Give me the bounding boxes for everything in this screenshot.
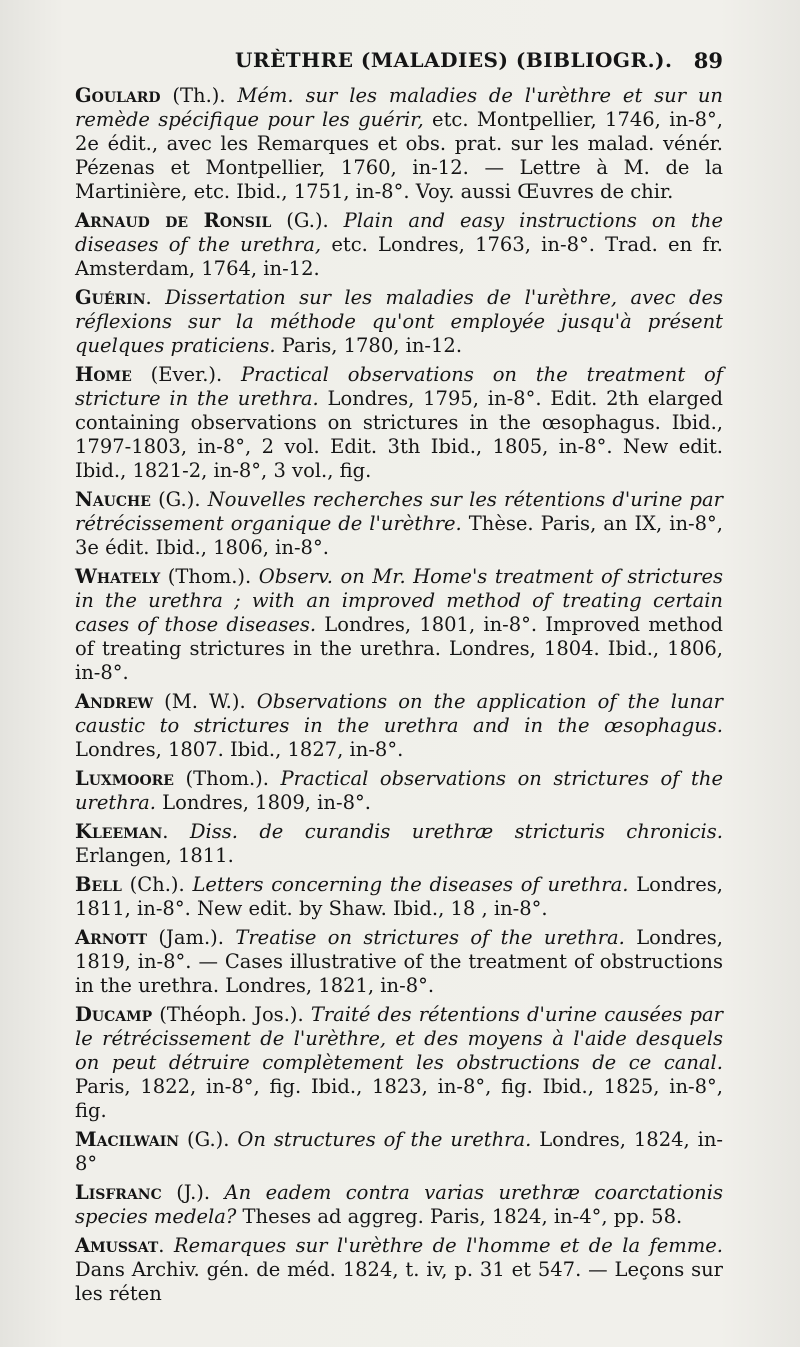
bibliography-list — [75, 84, 723, 1311]
bibliography-entry — [75, 286, 723, 358]
entry-details: Londres, 1824, in-8° — [75, 1128, 723, 1175]
bibliography-entry — [75, 1128, 723, 1176]
entry-initials: (G.). — [179, 1128, 230, 1151]
entry-author: Lisfranc — [75, 1181, 162, 1204]
entry-author: Bell — [75, 873, 122, 896]
entry-initials: (J.). — [161, 1181, 211, 1204]
entry-author: Luxmoore — [75, 767, 174, 790]
entry-details: Londres, 1809, in-8°. — [155, 791, 371, 814]
bibliography-entry — [75, 1181, 723, 1229]
page-number: 89 — [693, 48, 723, 73]
bibliography-entry — [75, 1003, 723, 1123]
entry-title: Plain and easy instructions on the diseases of the urethra, — [75, 209, 723, 256]
entry-author: Arnaud de Ronsil — [75, 209, 272, 232]
entry-initials: (Ever.). — [131, 363, 223, 386]
entry-author: Ducamp — [75, 1003, 153, 1026]
page-header — [75, 48, 723, 78]
entry-initials: (G.). — [150, 488, 201, 511]
entry-title: On structures of the urethra. — [229, 1128, 532, 1151]
entry-author: Goulard — [75, 84, 161, 107]
entry-title: Mém. sur les maladies de l'urèthre et sur un remède spécifique pour les guérir, — [75, 84, 723, 131]
entry-initials: (Jam.). — [147, 926, 224, 949]
entry-initials: (M. W.). — [153, 690, 246, 713]
bibliography-entry — [75, 488, 723, 560]
entry-author: Amussat — [75, 1234, 159, 1257]
entry-title: Observations on the application of the lunar caustic to strictures in the urethra and in the œsophagus. — [75, 690, 723, 737]
bibliography-entry — [75, 565, 723, 685]
entry-details: etc. Montpellier, 1746, in-8°, 2e édit., avec les Remarques et obs. prat. sur les malad. vénér. Pézenas et Montpellier, 1760, in-12. — Lettre à M. de la Martinière, etc. Ibid., 1751, in-8°. Voy. aussi Œuvres de chir. — [75, 108, 723, 203]
entry-title: Traité des rétentions d'urine causées par le rétrécissement de l'urèthre, et des moyens à l'aide desquels on peut détruire complètement les obstructions de ce canal. — [75, 1003, 723, 1074]
entry-title: Practical observations on strictures of the urethra. — [75, 767, 723, 814]
entry-author: Nauche — [75, 488, 151, 511]
entry-details: Paris, 1822, in-8°, fig. Ibid., 1823, in-8°, fig. Ibid., 1825, in-8°, fig. — [75, 1075, 723, 1122]
entry-details: etc. Londres, 1763, in-8°. Trad. en fr. Amsterdam, 1764, in-12. — [75, 233, 723, 280]
entry-author: Kleeman — [75, 820, 163, 843]
entry-title: Letters concerning the diseases of urethra. — [184, 873, 629, 896]
entry-details: Paris, 1780, in-12. — [275, 334, 463, 357]
entry-initials: . — [158, 1234, 165, 1257]
entry-title: Remarques sur l'urèthre de l'homme et de la femme. — [164, 1234, 723, 1257]
entry-title: Observ. on Mr. Home's treatment of strictures in the urethra ; with an improved method of treating certain cases of those diseases. — [75, 565, 724, 636]
entry-author: Home — [75, 363, 132, 386]
entry-details: Theses ad aggreg. Paris, 1824, in-4°, pp. 58. — [236, 1205, 683, 1228]
entry-details: Londres, 1801, in-8°. Improved method of treating strictures in the urethra. Londres, 1804. Ibid., 1806, in-8°. — [75, 613, 724, 684]
entry-initials: (G.). — [271, 209, 329, 232]
bibliography-entry — [75, 363, 723, 483]
entry-initials: . — [162, 820, 169, 843]
entry-author: Arnott — [75, 926, 148, 949]
entry-details: Londres, 1811, in-8°. New edit. by Shaw. Ibid., 18 , in-8°. — [75, 873, 723, 920]
entry-author: Whately — [75, 565, 161, 588]
entry-title: Practical observations on the treatment of stricture in the urethra. — [75, 363, 723, 410]
bibliography-entry — [75, 926, 723, 998]
entry-title: Dissertation sur les maladies de l'urèthre, avec des réflexions sur la méthode qu'ont employée jusqu'à présent quelques praticiens. — [75, 286, 723, 357]
entry-details: Londres, 1795, in-8°. Edit. 2th elarged containing observations on strictures in the œsophagus. Ibid., 1797-1803, in-8°, 2 vol. Edit. 3th Ibid., 1805, in-8°. New edit. Ibid., 1821-2, in-8°, 3 vol., fig. — [75, 387, 723, 482]
entry-details: Londres, 1807. Ibid., 1827, in-8°. — [75, 738, 404, 761]
entry-title: Treatise on strictures of the urethra. — [223, 926, 625, 949]
bibliography-entry — [75, 1234, 723, 1306]
running-title: URÈTHRE (MALADIES) (BIBLIOGR.). — [235, 48, 673, 72]
bibliography-entry — [75, 690, 723, 762]
entry-details: Thèse. Paris, an IX, in-8°, 3e édit. Ibid., 1806, in-8°. — [75, 512, 723, 559]
entry-author: Andrew — [75, 690, 154, 713]
entry-details: Erlangen, 1811. — [75, 844, 234, 867]
entry-details: Londres, 1819, in-8°. — Cases illustrative of the treatment of obstructions in the urethra. Londres, 1821, in-8°. — [75, 926, 723, 997]
entry-author: Guérin — [75, 286, 146, 309]
entry-title: Diss. de curandis urethræ stricturis chronicis. — [168, 820, 723, 843]
entry-title: An eadem contra varias urethræ coarctationis species medela? — [75, 1181, 723, 1228]
entry-initials: (Thom.). — [173, 767, 269, 790]
bibliography-entry — [75, 767, 723, 815]
entry-author: Macilwain — [75, 1128, 180, 1151]
bibliography-entry — [75, 84, 723, 204]
entry-title: Nouvelles recherches sur les rétentions d'urine par rétrécissement organique de l'urèthre. — [75, 488, 723, 535]
entry-initials: . — [145, 286, 152, 309]
entry-initials: (Thom.). — [160, 565, 252, 588]
bibliography-entry — [75, 209, 723, 281]
bibliography-entry — [75, 873, 723, 921]
bibliography-entry — [75, 820, 723, 868]
entry-initials: (Th.). — [160, 84, 226, 107]
entry-initials: (Théoph. Jos.). — [152, 1003, 304, 1026]
entry-initials: (Ch.). — [121, 873, 185, 896]
entry-details: Dans Archiv. gén. de méd. 1824, t. iv, p. 31 et 547. — Leçons sur les réten — [75, 1258, 723, 1305]
